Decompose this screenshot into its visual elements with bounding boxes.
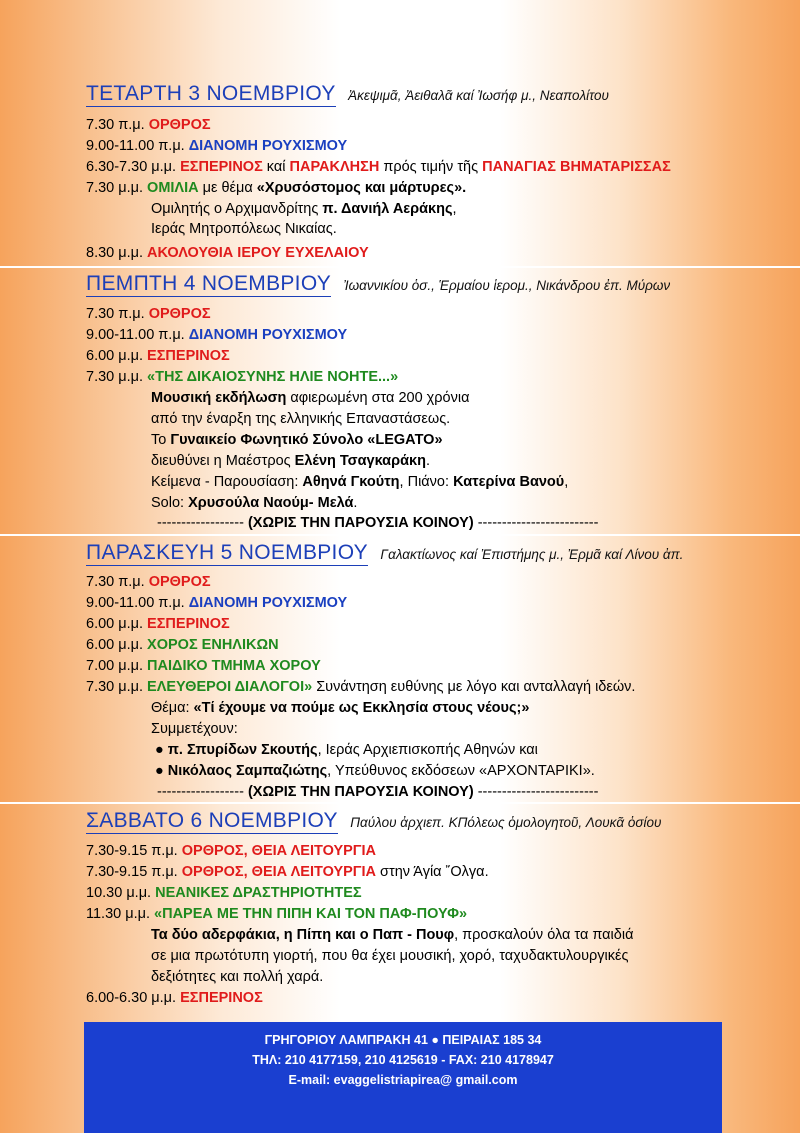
text: διευθύνει η Μαέστρος [151,453,295,469]
footer-email: E-mail: evaggelistriapirea@ gmail.com [288,1073,518,1087]
schedule-row [86,136,347,156]
text: , [452,201,457,217]
event: ΟΜΙΛΙΑ [147,180,199,196]
time: 8.30 μ.μ. [86,245,148,261]
schedule-row [86,614,230,634]
event: ΧΟΡΟΣ ΕΝΗΛΙΚΩΝ [147,637,279,653]
schedule-row [86,656,321,676]
event: ΟΡΘΡΟΣ, ΘΕΙΑ ΛΕΙΤΟΥΡΓΙΑ [181,864,377,880]
detail-row [151,925,633,945]
bold-text: Μουσική εκδήλωση [151,390,287,406]
dashes: ------------------------- [473,515,599,531]
contact-footer [84,1022,722,1133]
time: 7.30-9.15 π.μ. [86,864,182,880]
bold-text: (ΧΩΡΙΣ ΤΗΝ ΠΑΡΟΥΣΙΑ ΚΟΙΝΟΥ) [247,784,474,800]
detail-row [151,967,323,987]
day-header [86,810,661,834]
text: , [564,474,569,490]
schedule-row [86,325,347,345]
time: 11.30 μ.μ. [86,906,155,922]
event: ΕΣΠΕΡΙΝΟΣ [147,348,230,364]
time: 7.30 π.μ. [86,306,149,322]
text: . [425,453,430,469]
schedule-row [86,304,211,324]
day-saints: Γαλακτίωνος καί Ἐπιστήμης μ., Ἐρμᾶ καί Λίνου ἀπ. [380,547,684,562]
time: 6.30-7.30 μ.μ. [86,159,181,175]
schedule-row [86,862,489,882]
event: ΔΙΑΝΟΜΗ ΡΟΥΧΙΣΜΟΥ [188,327,348,343]
schedule-row [86,883,362,903]
time: 6.00 μ.μ. [86,637,148,653]
bold-text: Ελένη Τσαγκαράκη [294,453,426,469]
detail-row [151,451,430,471]
text: Θέμα: [151,700,194,716]
time: 7.30-9.15 π.μ. [86,843,182,859]
schedule-row [86,988,263,1008]
text: , Ιεράς Αρχιεπισκοπής Αθηνών και [317,742,538,758]
detail-row [151,219,337,239]
text: Ομιλητής ο Αρχιμανδρίτης [151,201,323,217]
schedule-row [86,841,376,861]
schedule-row [86,572,211,592]
day-saints: Παύλου ἀρχιεπ. ΚΠόλεως ὁμολογητοῦ, Λουκᾶ ὁσίου [350,815,662,830]
event: ΟΡΘΡΟΣ [148,306,211,322]
schedule-row [86,178,466,198]
event: ΟΡΘΡΟΣ [148,117,211,133]
detail-row [151,430,443,450]
bold-text: Νικόλαος Σαμπαζιώτης [167,763,328,779]
footer-phones: ΤΗΛ: 210 4177159, 210 4125619 - FAX: 210 4178947 [252,1053,554,1067]
bold-text: (ΧΩΡΙΣ ΤΗΝ ΠΑΡΟΥΣΙΑ ΚΟΙΝΟΥ) [247,515,474,531]
text: Solo: [151,495,189,511]
text: στην Άγία ῎Ολγα. [376,864,489,880]
bold-text: Αθηνά Γκούτη [302,474,400,490]
event: ΔΙΑΝΟΜΗ ΡΟΥΧΙΣΜΟΥ [188,595,348,611]
text: Κείμενα - Παρουσίαση: [151,474,303,490]
topic: «Χρυσόστομος και μάρτυρες». [256,180,467,196]
time: 6.00 μ.μ. [86,348,148,364]
time: 7.00 μ.μ. [86,658,148,674]
time: 7.30 μ.μ. [86,369,148,385]
time: 7.30 μ.μ. [86,180,148,196]
event: ΕΣΠΕΡΙΝΟΣ [147,616,230,632]
event: ΑΚΟΛΟΥΘΙΑ ΙΕΡΟΥ ΕΥΧΕΛΑΙΟΥ [147,245,369,261]
event: ΠΑΙΔΙΚΟ ΤΜΗΜΑ ΧΟΡΟΥ [147,658,321,674]
bold-text: «Τί έχουμε να πούμε ως Εκκλησία στους νέους;» [193,700,530,716]
text: πρός τιμήν τῆς [379,159,483,175]
schedule-row [86,593,347,613]
time: 7.30 π.μ. [86,574,149,590]
time: 9.00-11.00 π.μ. [86,595,189,611]
schedule-row [86,904,467,924]
event: ΔΙΑΝΟΜΗ ΡΟΥΧΙΣΜΟΥ [188,138,348,154]
event: ΕΛΕΥΘΕΡΟΙ ΔΙΑΛΟΓΟΙ» [147,679,313,695]
time: 6.00-6.30 μ.μ. [86,990,181,1006]
bold-text: Γυναικείο Φωνητικό Σύνολο «LEGATO» [170,432,443,448]
time: 9.00-11.00 π.μ. [86,138,189,154]
dashes: ------------------ [157,515,248,531]
time: 7.30 π.μ. [86,117,149,133]
speaker-name: π. Δανιήλ Αεράκης [322,201,453,217]
day-saints: Ἀκεψιμᾶ, Ἀειθαλᾶ καί Ἰωσήφ μ., Νεαπολίτου [348,88,609,103]
schedule-row [86,346,230,366]
event: ΝΕΑΝΙΚΕΣ ΔΡΑΣΤΗΡΙΟΤΗΤΕΣ [155,885,362,901]
bullet-icon: ● [155,742,168,758]
text: με θέμα [198,180,257,196]
day-title: ΤΕΤΑΡΤΗ 3 ΝΟΕΜΒΡΙΟΥ [86,82,336,105]
text: , Υπεύθυνος εκδόσεων «ΑΡΧΟΝΤΑΡΙΚΙ». [327,763,595,779]
detail-row [151,409,450,429]
event: ΠΑΡΑΚΛΗΣΗ [289,159,380,175]
day-title: ΠΑΡΑΣΚΕΥΗ 5 ΝΟΕΜΒΡΙΟΥ [86,541,368,564]
detail-row [151,719,238,739]
no-audience-note [157,782,598,802]
dashes: ------------------ [157,784,248,800]
text: αφιερωμένη στα 200 χρόνια [286,390,470,406]
bold-text: π. Σπυρίδων Σκουτής [167,742,318,758]
text: , Πιάνο: [399,474,454,490]
text: Ιεράς Μητροπόλεως Νικαίας. [151,221,337,237]
time: 10.30 μ.μ. [86,885,156,901]
detail-row [151,388,469,408]
day-header [86,542,683,566]
day-saints: Ἰωαννικίου ὁσ., Ἑρμαίου ἱερομ., Νικάνδρου ἐπ. Μύρων [343,278,671,293]
bullet-icon: ● [155,763,168,779]
text: δεξιότητες και πολλή χαρά. [151,969,324,985]
participant-row [155,740,538,760]
event: «ΤΗΣ ΔΙΚΑΙΟΣΥΝΗΣ ΗΛΙΕ ΝΟΗΤΕ...» [147,369,399,385]
time: 7.30 μ.μ. [86,679,148,695]
text: Συμμετέχουν: [151,721,238,737]
footer-address: ΓΡΗΓΟΡΙΟΥ ΛΑΜΠΡΑΚΗ 41 ● ΠΕΙΡΑΙΑΣ 185 34 [264,1033,542,1047]
text: από την έναρξη της ελληνικής Επαναστάσεως. [151,411,451,427]
event: «ΠΑΡΕΑ ΜΕ ΤΗΝ ΠΙΠΗ ΚΑΙ ΤΟΝ ΠΑΦ-ΠΟΥΦ» [154,906,468,922]
schedule-row [86,367,398,387]
dashes: ------------------------- [473,784,599,800]
schedule-row [86,677,635,697]
no-audience-note [157,513,598,533]
day-title: ΣΑΒΒΑΤΟ 6 ΝΟΕΜΒΡΙΟΥ [86,809,338,832]
schedule-row [86,115,211,135]
bold-text: Τα δύο αδερφάκια, η Πίπη και ο Παπ - Πουφ [151,927,455,943]
event: ΕΣΠΕΡΙΝΟΣ [180,990,263,1006]
text: Συνάντηση ευθύνης με λόγο και ανταλλαγή ιδεών. [312,679,636,695]
detail-row [151,199,457,219]
bold-text: Χρυσούλα Ναούμ- Μελά [188,495,354,511]
event: ΟΡΘΡΟΣ [148,574,211,590]
event: ΕΣΠΕΡΙΝΟΣ [180,159,263,175]
day-header [86,83,609,107]
text: σε μια πρωτότυπη γιορτή, που θα έχει μουσική, χορό, ταχυδακτυλουργικές [151,948,629,964]
schedule-row [86,157,671,177]
event: ΟΡΘΡΟΣ, ΘΕΙΑ ΛΕΙΤΟΥΡΓΙΑ [181,843,377,859]
bold-text: Κατερίνα Βανού [453,474,565,490]
detail-row [151,493,357,513]
text: . [353,495,358,511]
text: , προσκαλούν όλα τα παιδιά [454,927,634,943]
day-title: ΠΕΜΠΤΗ 4 ΝΟΕΜΒΡΙΟΥ [86,272,332,295]
day-header [86,273,670,297]
time: 9.00-11.00 π.μ. [86,327,189,343]
participant-row [155,761,595,781]
schedule-row [86,635,279,655]
detail-row [151,472,568,492]
text: Το [151,432,171,448]
detail-row [151,698,529,718]
detail-row [151,946,628,966]
text: καί [262,159,290,175]
time: 6.00 μ.μ. [86,616,148,632]
schedule-row [86,243,369,263]
event: ΠΑΝΑΓΙΑΣ ΒΗΜΑΤΑΡΙΣΣΑΣ [482,159,671,175]
